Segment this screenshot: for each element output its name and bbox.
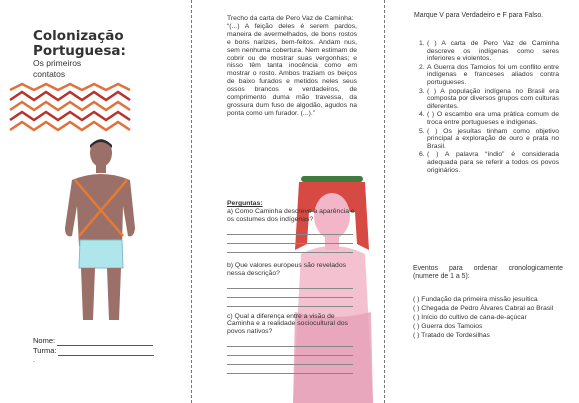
class-label: Turma: [33, 346, 57, 355]
subtitle-line-1: Os primeiros [33, 58, 82, 68]
event-item[interactable]: ( ) Chegada de Pedro Álvares Cabral ao Brasil [413, 304, 554, 312]
letter-heading: Trecho da carta de Pero Vaz de Caminha: [227, 15, 354, 22]
fold-line-left [191, 0, 192, 403]
true-false-item[interactable] [419, 88, 559, 111]
item-text: ( ) O escambo era uma prática comum de troca entre portugueses e indígenas. [427, 111, 559, 126]
answer-lines-c[interactable] [227, 338, 357, 374]
item-number: 2. [419, 63, 425, 71]
question-a: a) Como Caminha descreve a aparência e os costumes dos indígenas? [227, 207, 355, 223]
class-row [33, 346, 154, 356]
true-false-list [419, 40, 559, 175]
questions-section [227, 200, 357, 374]
title-line-2: Portuguesa: [33, 43, 126, 59]
question-b: b) Que valores europeus são revelados nessa descrição? [227, 261, 347, 277]
event-item[interactable]: ( ) Fundação da primeira missão jesuítica [413, 296, 538, 303]
true-false-item[interactable] [419, 64, 559, 87]
indigenous-man-illustration [55, 136, 145, 324]
cover-subtitle [33, 58, 81, 80]
event-item[interactable]: ( ) Guerra dos Tamoios [413, 322, 483, 330]
name-field[interactable] [57, 338, 153, 346]
name-label: Nome: [33, 336, 56, 345]
letter-body: “(...) A feição deles é serem pardos, maneira de avermelhados, de bons rostos e bons narizes, bem-feitos. Andam nus, sem nenhuma cobertura. Nem estimam de cobrir ou de mostrar suas vergonhas; e nisso têm tanta inocência como em mostrar o rosto. Ambos traziam os beiços de baixo furados e metidos neles seus ossos brancos e verdadeiros, de comprimento duma mão travessa, da grossura dum fuso de algodão, agudos na ponta como um furador. (...).” [227, 22, 357, 117]
extra-mark: . [33, 357, 35, 364]
fold-line-right [384, 0, 385, 403]
cover-title [33, 29, 126, 59]
letter-excerpt [227, 15, 357, 118]
student-info [33, 336, 154, 366]
answer-lines-a[interactable] [227, 226, 357, 253]
answer-lines-b[interactable] [227, 280, 357, 307]
extra-row [33, 356, 154, 366]
letter-panel [193, 0, 383, 403]
item-number: 5. [419, 127, 425, 135]
item-number: 1. [419, 40, 425, 47]
events-list [413, 296, 563, 341]
item-number: 3. [419, 87, 425, 95]
class-field[interactable] [58, 348, 154, 356]
event-item[interactable]: ( ) Tratado de Tordesilhas [413, 331, 490, 339]
question-c: c) Qual a diferença entre a visão de Caminha e a realidade sociocultural dos povos nativos? [227, 312, 348, 336]
exercises-panel [386, 0, 579, 403]
item-text: A Guerra dos Tamoios foi um conflito entre indígenas e franceses aliados contra portugueses. [427, 63, 559, 86]
item-number: 6. [419, 151, 425, 159]
item-text: ( ) A população indígena no Brasil era composta por diversos grupos com culturas diferentes. [427, 87, 559, 110]
item-text: ( ) A palavra “índio” é considerada adequada para se referir a todos os povos originários. [427, 151, 559, 174]
name-row [33, 336, 154, 346]
true-false-item[interactable] [419, 151, 559, 174]
questions-heading: Perguntas: [227, 200, 263, 207]
item-number: 4. [419, 111, 425, 119]
title-line-1: Colonização [33, 28, 124, 44]
zigzag-pattern-icon [8, 82, 134, 132]
true-false-heading: Marque V para Verdadeiro e F para Falso. [414, 12, 544, 19]
item-text: ( ) A carta de Pero Vaz de Caminha descreve os indígenas como seres inferiores e violentos. [427, 40, 559, 63]
event-item[interactable]: ( ) Início do cultivo de cana-de-açúcar [413, 313, 527, 321]
true-false-item[interactable] [419, 40, 559, 63]
cover-panel [0, 0, 190, 403]
subtitle-line-2: contatos [33, 69, 66, 79]
item-text: ( ) Os jesuítas tinham como objetivo principal a exploração de ouro e prata no Brasil. [427, 127, 559, 150]
events-heading: Eventos para ordenar cronologicamente (numere de 1 a 5): [413, 265, 563, 280]
true-false-item[interactable] [419, 111, 559, 126]
true-false-item[interactable] [419, 128, 559, 151]
